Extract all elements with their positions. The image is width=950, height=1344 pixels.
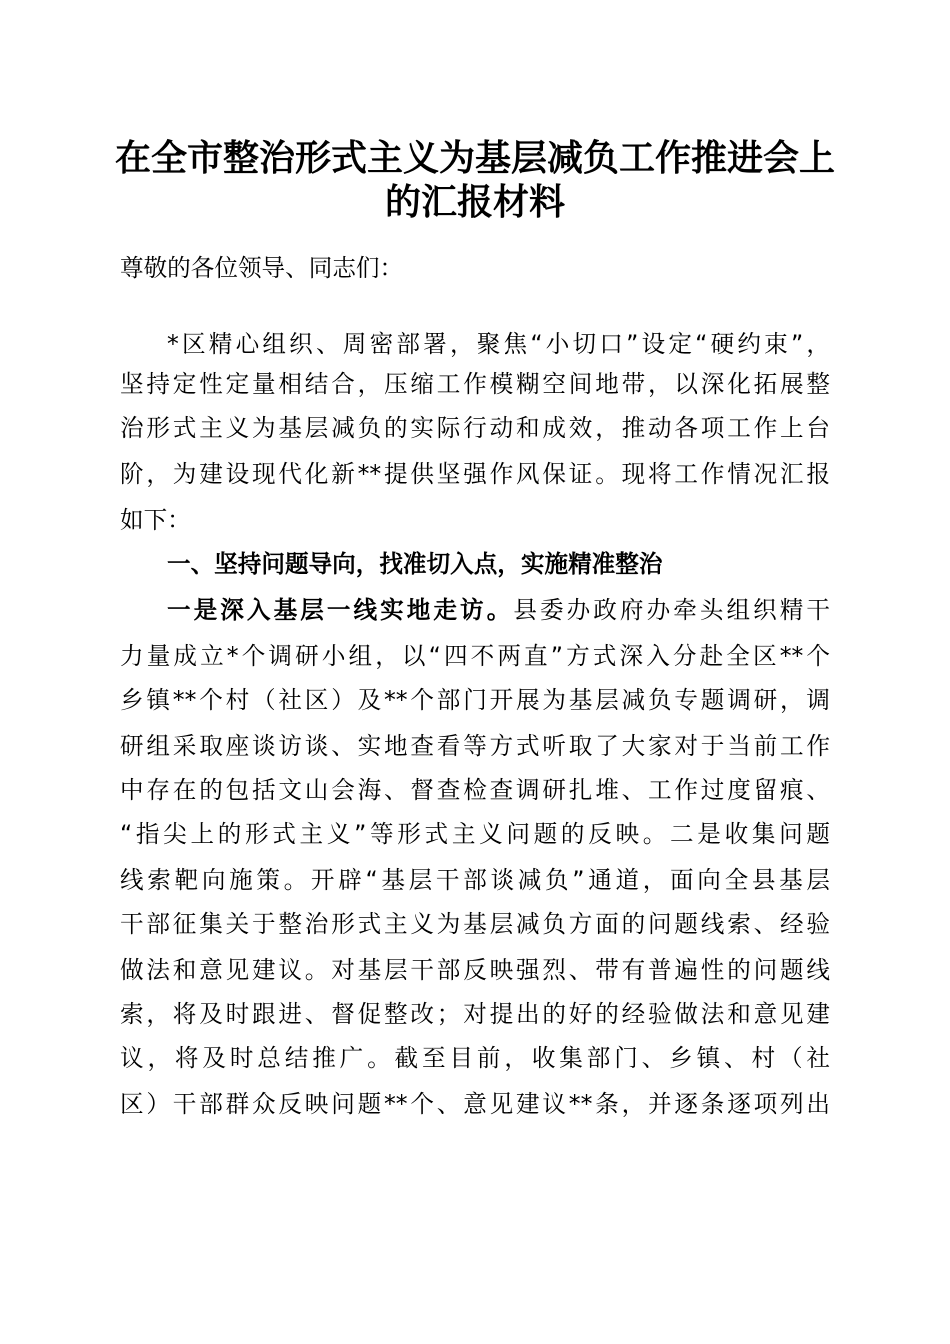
- section-1-line-1: [167, 592, 830, 628]
- salutation: 尊敬的各位领导、同志们：: [120, 254, 404, 282]
- section-1-heading: 一、坚持问题导向，找准切入点，实施精准整治: [167, 550, 663, 578]
- intro-line-4: 阶，为建设现代化新**提供坚强作风保证。现将工作情况汇报: [120, 460, 830, 488]
- document-title-line-1: 在全市整治形式主义为基层减负工作推进会上: [114, 137, 835, 179]
- section-1-line-4: 研组采取座谈访谈、实地查看等方式听取了大家对于当前工作: [120, 732, 830, 760]
- section-1-line-8: 干部征集关于整治形式主义为基层减负方面的问题线索、经验: [120, 910, 830, 938]
- section-1-line-3: 乡镇**个村（社区）及**个部门开展为基层减负专题调研，调: [120, 686, 830, 714]
- document-title-line-2: 的汇报材料: [384, 181, 565, 223]
- section-1-line-9: 做法和意见建议。对基层干部反映强烈、带有普遍性的问题线: [120, 956, 830, 984]
- section-1-line-1-text: 县委办政府办牵头组织精干: [513, 596, 831, 624]
- section-1-line-10: 索，将及时跟进、督促整改；对提出的好的经验做法和意见建: [120, 1000, 830, 1028]
- section-1-line-5: 中存在的包括文山会海、督查检查调研扎堆、工作过度留痕、: [120, 776, 830, 804]
- intro-line-3: 治形式主义为基层减负的实际行动和成效，推动各项工作上台: [120, 414, 830, 442]
- intro-line-2: 坚持定性定量相结合，压缩工作模糊空间地带，以深化拓展整: [120, 370, 830, 398]
- intro-line-5: 如下：: [120, 506, 191, 534]
- intro-line-1: *区精心组织、周密部署，聚焦“小切口”设定“硬约束”，: [167, 330, 830, 358]
- section-1-line-12: 区）干部群众反映问题**个、意见建议**条，并逐条逐项列出: [120, 1090, 830, 1118]
- section-1-line-7: 线索靶向施策。开辟“基层干部谈减负”通道，面向全县基层: [120, 866, 830, 894]
- section-1-line-2: 力量成立*个调研小组，以“四不两直”方式深入分赴全区**个: [120, 642, 830, 670]
- section-1-lead: 一是深入基层一线实地走访。: [167, 596, 514, 624]
- section-1-line-6: “指尖上的形式主义”等形式主义问题的反映。二是收集问题: [120, 820, 830, 848]
- section-1-line-11: 议，将及时总结推广。截至目前，收集部门、乡镇、村（社: [120, 1044, 830, 1072]
